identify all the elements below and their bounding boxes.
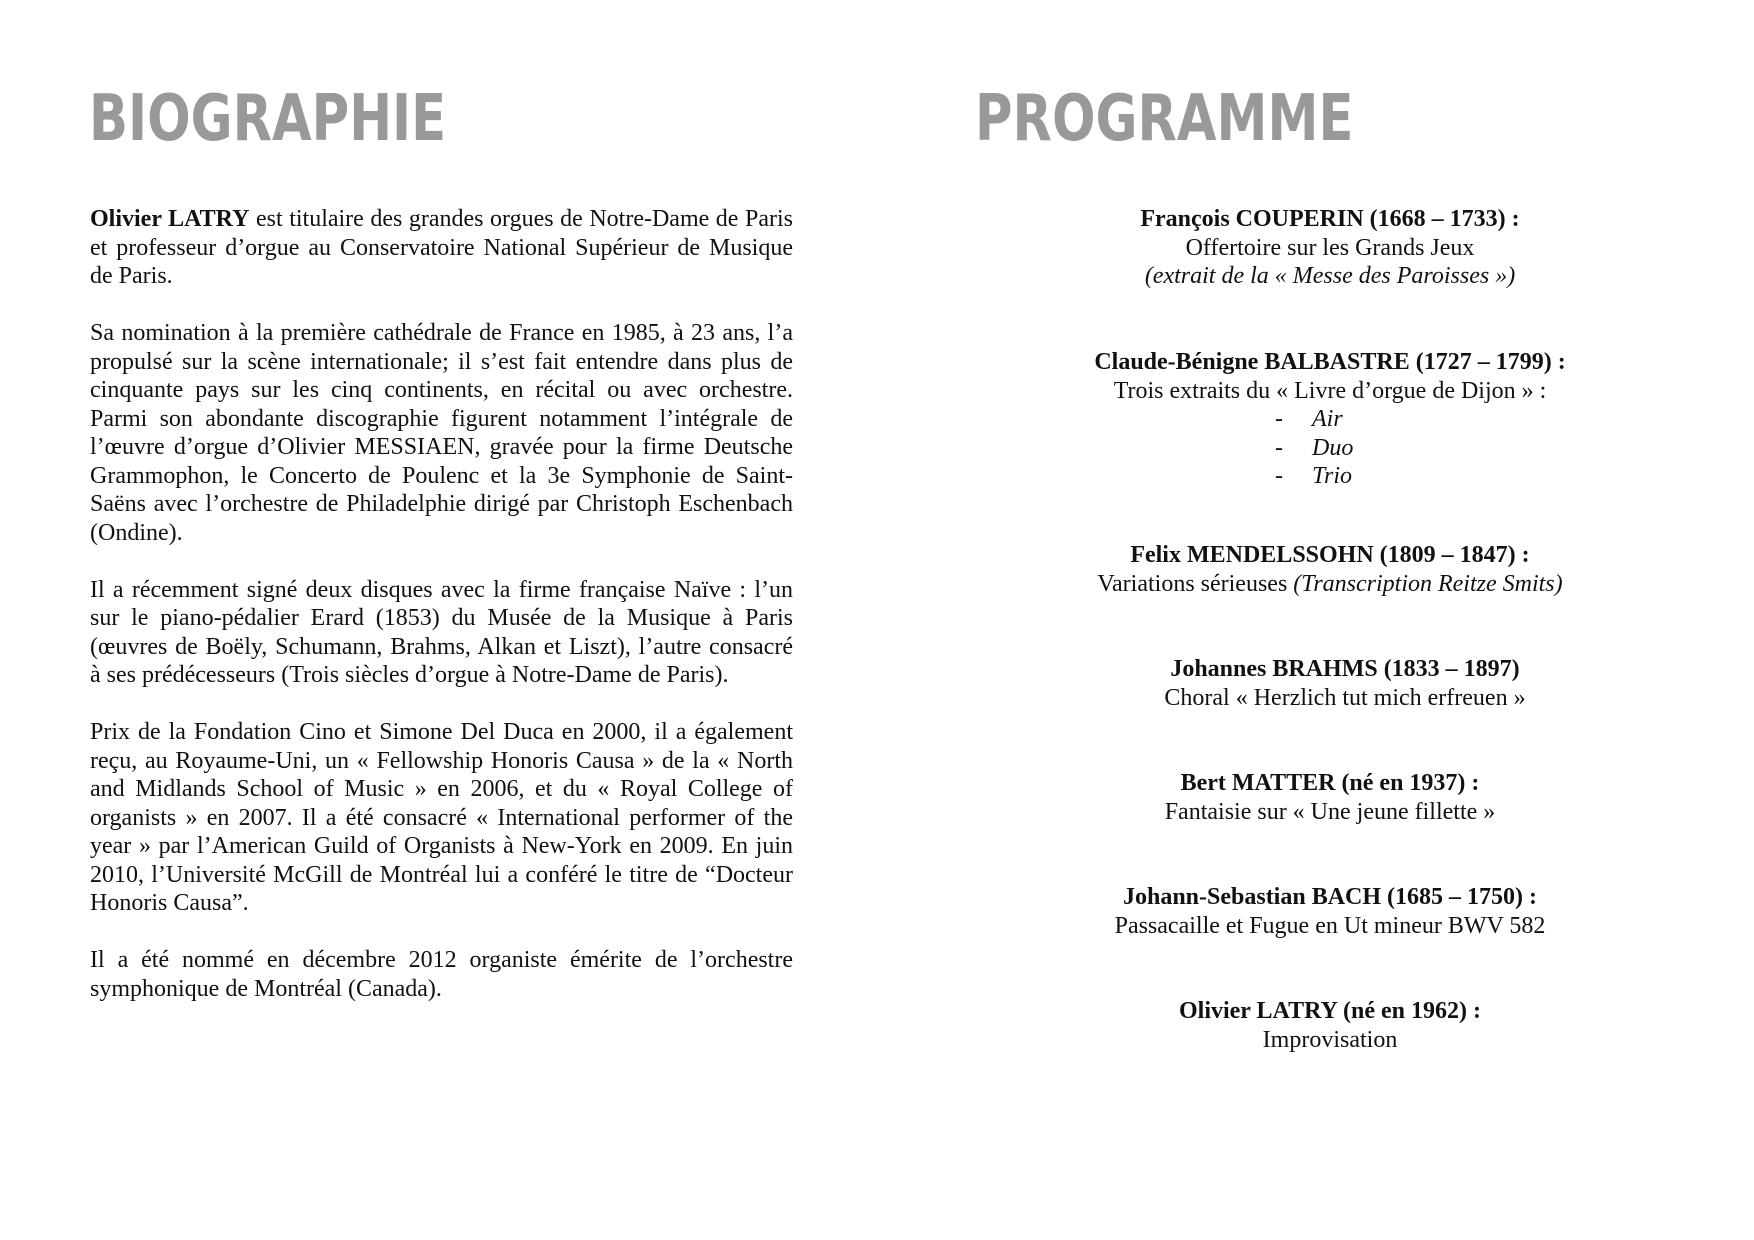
bio-paragraph: Il a récemment signé deux disques avec la firme française Naïve : l’un sur le piano-pédalier Erard (1853) du Musée de la Musique à Paris (œuvres de Boëly, Schumann, Brahms, Alkan et Liszt), l’autre consacré à ses prédécesseurs (Trois siècles d’orgue à Notre-Dame de Paris).	[90, 576, 793, 688]
composer-name: Claude-Bénigne BALBASTRE (1727 – 1799) :	[1094, 349, 1566, 375]
bio-paragraph: Il a été nommé en décembre 2012 organiste émérite de l’orchestre symphonique de Montréal (Canada).	[90, 947, 793, 1002]
programme-entry-brahms	[1015, 655, 1675, 712]
work-movement: - Air	[1275, 406, 1343, 432]
biographie-column	[90, 205, 793, 1032]
work-movement: - Trio	[1275, 463, 1353, 489]
work-title: Offertoire sur les Grands Jeux	[1185, 234, 1475, 261]
work-title: Choral « Herzlich tut mich erfreuen »	[1164, 684, 1526, 711]
programme-entry-bach	[1000, 883, 1660, 940]
work-movement: - Duo	[1275, 434, 1354, 461]
work-title: Passacaille et Fugue en Ut mineur BWV 582	[1114, 912, 1546, 939]
bio-paragraph-intro	[90, 205, 793, 291]
programme-entry-latry	[1000, 997, 1660, 1054]
work-title: Variations sérieuses (Transcription Reitze Smits)	[1097, 570, 1563, 597]
programme-heading: PROGRAMME	[975, 82, 1354, 156]
composer-name: Bert MATTER (né en 1937) :	[1180, 770, 1480, 796]
composer-name: Johannes BRAHMS (1833 – 1897)	[1170, 656, 1520, 682]
biographie-heading: BIOGRAPHIE	[89, 82, 447, 156]
work-note: (Transcription Reitze Smits)	[1293, 570, 1563, 597]
work-title: Trois extraits du « Livre d’orgue de Dijon » :	[1113, 377, 1547, 404]
composer-name: Johann-Sebastian BACH (1685 – 1750) :	[1122, 884, 1538, 910]
composer-name: Felix MENDELSSOHN (1809 – 1847) :	[1130, 542, 1530, 568]
programme-entry-balbastre	[1000, 348, 1660, 491]
work-title: Fantaisie sur « Une jeune fillette »	[1164, 798, 1496, 825]
work-title: Improvisation	[1262, 1026, 1398, 1053]
programme-entry-couperin	[1000, 205, 1660, 291]
programme-entry-matter	[1000, 769, 1660, 826]
bio-intro-text: est titulaire des grandes orgues de Notre-Dame de Paris et professeur d’orgue au Conservatoire National Supérieur de Musique de Paris.	[90, 206, 793, 289]
bio-paragraph: Sa nomination à la première cathédrale de France en 1985, à 23 ans, l’a propulsé sur la scène internationale; il s’est fait entendre dans plus de cinquante pays sur les cinq continents, en récital ou avec orchestre. Parmi son abondante discographie figurent notamment l’intégrale de l’œuvre d’orgue d’Olivier MESSIAEN, gravée pour la firme Deutsche Grammophon, le Concerto de Poulenc et la 3e Symphonie de Saint-Saëns avec l’orchestre de Philadelphie dirigé par Christoph Eschenbach (Ondine).	[90, 320, 793, 546]
bio-intro-name: Olivier LATRY	[90, 206, 250, 232]
composer-name: François COUPERIN (1668 – 1733) :	[1140, 206, 1520, 232]
composer-name: Olivier LATRY (né en 1962) :	[1178, 998, 1481, 1024]
programme-entry-mendelssohn	[1000, 541, 1660, 598]
work-movement-list	[1000, 405, 1660, 491]
work-note: (extrait de la « Messe des Paroisses »)	[1144, 263, 1516, 289]
bio-paragraph: Prix de la Fondation Cino et Simone Del Duca en 2000, il a également reçu, au Royaume-Uni, un « Fellowship Honoris Causa » de la « North and Midlands School of Music » en 2006, et du « Royal College of organists » en 2007. Il a été consacré « International performer of the year » par l’American Guild of Organists à New-York en 2009. En juin 2010, l’Université McGill de Montréal lui a conféré le titre de “Docteur Honoris Causa”.	[90, 719, 793, 916]
